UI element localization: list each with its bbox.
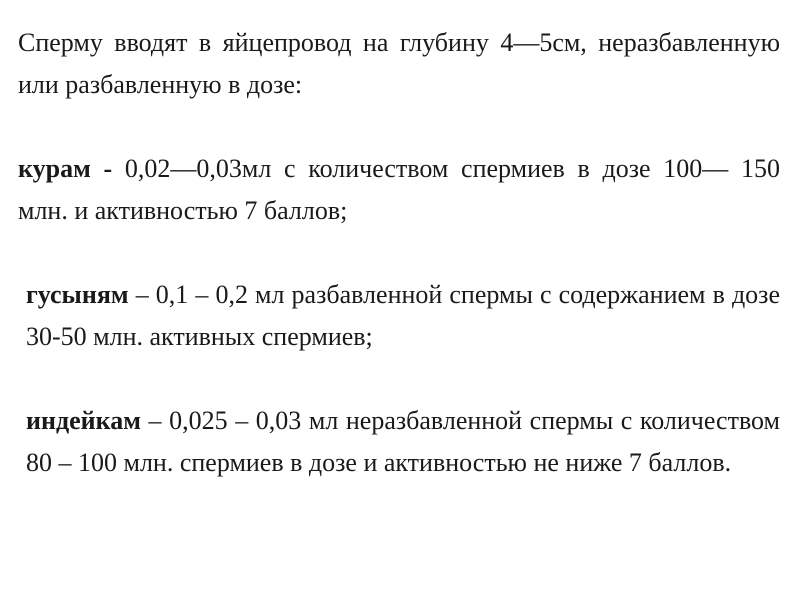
document-body	[18, 22, 780, 484]
dose-paragraph-chickens	[18, 148, 780, 232]
term-chickens: курам -	[18, 154, 113, 183]
dose-text-geese: – 0,1 – 0,2 мл разбавленной спермы с содержанием в дозе 30-50 млн. активных спермиев;	[26, 280, 780, 351]
paragraph-gap	[18, 358, 780, 400]
term-turkeys: индейкам	[26, 406, 141, 435]
term-geese: гусыням	[26, 280, 129, 309]
paragraph-gap	[18, 106, 780, 148]
dose-text-turkeys: – 0,025 – 0,03 мл неразбавленной спермы с количеством 80 – 100 млн. спермиев в дозе и активностью не ниже 7 баллов.	[26, 406, 780, 477]
dose-paragraph-geese	[18, 274, 780, 358]
dose-paragraph-turkeys	[18, 400, 780, 484]
dose-text-chickens: 0,02—0,03мл с количеством спермиев в дозе 100— 150 млн. и активностью 7 баллов;	[18, 154, 780, 225]
intro-paragraph: Сперму вводят в яйцепровод на глубину 4—5см, неразбавленную или разбавленную в дозе:	[18, 28, 780, 99]
paragraph-gap	[18, 232, 780, 274]
